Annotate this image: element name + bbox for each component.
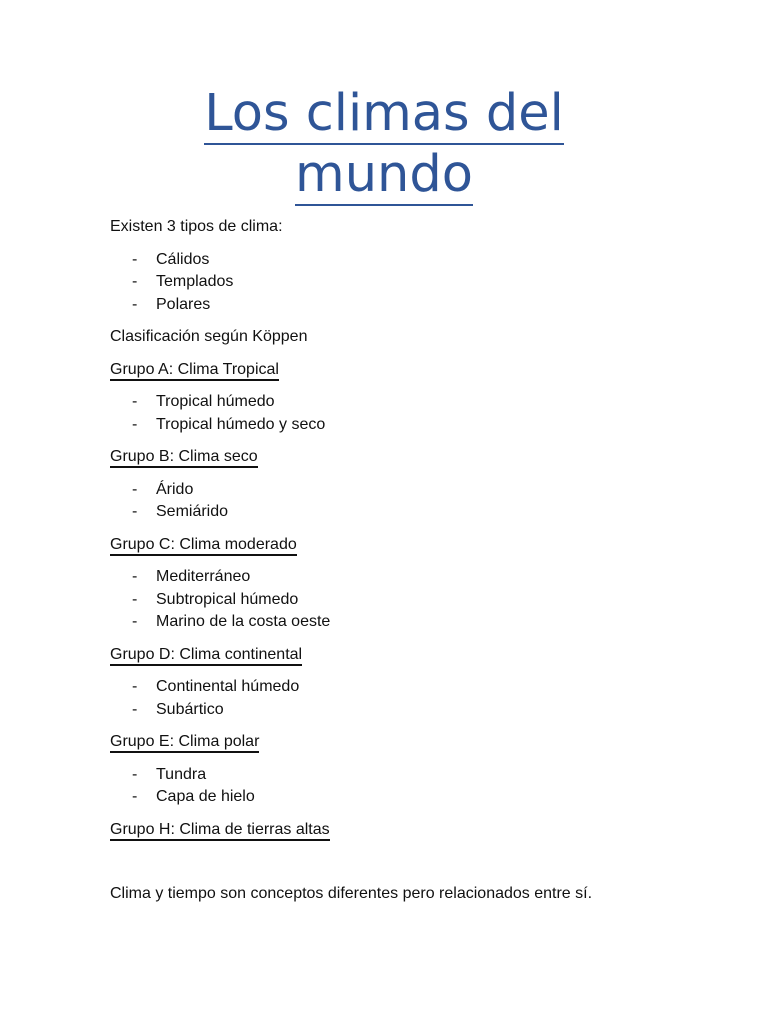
- group-e-list: [110, 764, 670, 809]
- list-item-text: Árido: [156, 480, 194, 498]
- group-a-list: [110, 391, 670, 436]
- dash-bullet: -: [132, 393, 138, 410]
- list-item: [110, 699, 670, 722]
- dash-bullet: -: [132, 678, 138, 695]
- list-item-text: Subtropical húmedo: [156, 590, 299, 608]
- dash-bullet: -: [132, 480, 138, 498]
- group-b-heading: Grupo B: Clima seco: [110, 447, 258, 468]
- dash-bullet: -: [132, 568, 138, 585]
- group-d-list: [110, 676, 670, 721]
- empty-paragraph: [110, 851, 670, 883]
- list-item-text: Semiárido: [156, 503, 229, 520]
- list-item-text: Cálidos: [156, 250, 210, 268]
- list-item-text: Continental húmedo: [156, 678, 300, 695]
- title-line-1: Los climas del: [204, 84, 564, 143]
- conclusion-text: Clima y tiempo son conceptos diferentes pero relacionados entre sí.: [110, 885, 593, 902]
- list-item-text: Tundra: [156, 765, 207, 783]
- list-item: [110, 479, 670, 502]
- list-item-text: Tropical húmedo: [156, 393, 275, 410]
- list-item-text: Mediterráneo: [156, 568, 251, 585]
- dash-bullet: -: [132, 415, 138, 433]
- list-item-text: Capa de hielo: [156, 788, 255, 805]
- dash-bullet: -: [132, 788, 138, 805]
- list-item: [110, 249, 670, 272]
- group-heading: [110, 644, 670, 667]
- dash-bullet: -: [132, 765, 138, 783]
- group-b-list: [110, 479, 670, 524]
- dash-bullet: -: [132, 590, 138, 608]
- dash-bullet: -: [132, 273, 138, 290]
- list-item: [110, 589, 670, 612]
- list-item: [110, 391, 670, 414]
- group-heading: [110, 359, 670, 382]
- classification-text: Clasificación según Köppen: [110, 328, 308, 345]
- group-c-list: [110, 566, 670, 634]
- list-item: [110, 501, 670, 524]
- group-h-heading: Grupo H: Clima de tierras altas: [110, 820, 330, 841]
- list-item-text: Subártico: [156, 700, 224, 718]
- group-d-heading: Grupo D: Clima continental: [110, 645, 302, 666]
- intro-text: Existen 3 tipos de clima:: [110, 218, 283, 235]
- list-item: [110, 676, 670, 699]
- dash-bullet: -: [132, 613, 138, 630]
- group-e-heading: Grupo E: Clima polar: [110, 732, 259, 753]
- list-item: [110, 786, 670, 809]
- list-item: [110, 611, 670, 634]
- list-item: [110, 764, 670, 787]
- group-heading: [110, 819, 670, 842]
- climate-types-list: [110, 249, 670, 317]
- page-title: [0, 84, 768, 206]
- list-item: [110, 566, 670, 589]
- document-body: [110, 216, 670, 916]
- list-item-text: Polares: [156, 295, 211, 313]
- list-item: [110, 294, 670, 317]
- list-item-text: Marino de la costa oeste: [156, 613, 331, 630]
- group-heading: [110, 731, 670, 754]
- list-item-text: Tropical húmedo y seco: [156, 415, 326, 433]
- group-heading: [110, 534, 670, 557]
- group-heading: [110, 446, 670, 469]
- list-item: [110, 271, 670, 294]
- dash-bullet: -: [132, 250, 138, 268]
- dash-bullet: -: [132, 700, 138, 718]
- dash-bullet: -: [132, 295, 138, 313]
- dash-bullet: -: [132, 503, 138, 520]
- group-c-heading: Grupo C: Clima moderado: [110, 535, 297, 556]
- list-item: [110, 414, 670, 437]
- title-line-2: mundo: [295, 145, 473, 204]
- list-item-text: Templados: [156, 273, 234, 290]
- group-a-heading: Grupo A: Clima Tropical: [110, 360, 279, 381]
